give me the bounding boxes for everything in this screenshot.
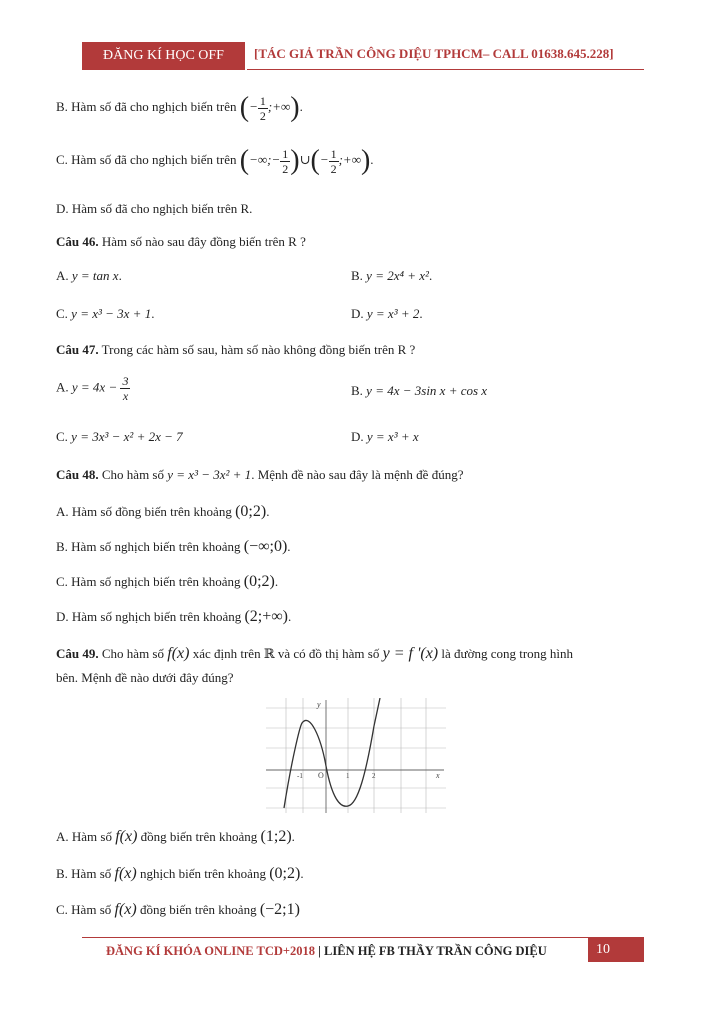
q48-option-c: C. Hàm số nghịch biến trên khoảng (0;2). (56, 573, 279, 590)
question-49: Câu 49. Cho hàm số f(x) xác định trên ℝ và có đồ thị hàm số y = f '(x) là đường cong trong hình (56, 645, 574, 662)
question-49-cont: bên. Mệnh đề nào dưới đây đúng? (56, 670, 234, 685)
q48-option-b: B. Hàm số nghịch biến trên khoảng (−∞;0). (56, 538, 291, 555)
header-badge: ĐĂNG KÍ HỌC OFF (82, 42, 245, 70)
q49-option-a: A. Hàm số f(x) đồng biến trên khoảng (1;2). (56, 828, 295, 845)
tick-label-1: 1 (346, 772, 350, 780)
header-title: [TÁC GIẢ TRẦN CÔNG DIỆU TPHCM– CALL 01638.645.228] (254, 46, 614, 61)
origin-label: O (318, 771, 324, 780)
q47-option-d: D. y = x³ + x (351, 429, 419, 444)
page-header (82, 42, 644, 70)
q46-option-d: D. y = x³ + 2. (351, 306, 423, 321)
page-number: 10 (588, 938, 644, 962)
q48-option-a: A. Hàm số đồng biến trên khoảng (0;2). (56, 503, 270, 520)
tick-label-neg1: -1 (297, 772, 303, 780)
q48-option-d: D. Hàm số nghịch biến trên khoảng (2;+∞). (56, 608, 292, 625)
curve-f-prime (284, 698, 380, 808)
q46-option-b: B. y = 2x⁴ + x². (351, 268, 433, 283)
question-48: Câu 48. Cho hàm số y = x³ − 3x² + 1. Mệnh đề nào sau đây là mệnh đề đúng? (56, 467, 464, 482)
q49-option-b: B. Hàm số f(x) nghịch biến trên khoảng (0;2). (56, 865, 304, 882)
option-d-prev: D. Hàm số đã cho nghịch biến trên R. (56, 201, 253, 216)
q46-option-c: C. y = x³ − 3x + 1. (56, 306, 155, 321)
option-b-prev: B. Hàm số đã cho nghịch biến trên (− $\frac{1}{2}$ ;+∞). (56, 92, 303, 123)
derivative-graph (266, 698, 456, 813)
page-footer: ĐĂNG KÍ KHÓA ONLINE TCD+2018 | LIÊN HỆ FB THẦY TRẦN CÔNG DIỆU (106, 944, 547, 958)
x-axis-label: x (436, 771, 440, 780)
tick-label-2: 2 (372, 772, 376, 780)
q49-option-c: C. Hàm số f(x) đồng biến trên khoảng (−2;1) (56, 901, 300, 918)
q47-option-b: B. y = 4x − 3sin x + cos x (351, 383, 488, 398)
y-axis-label: y (317, 700, 321, 709)
q47-option-c: C. y = 3x³ − x² + 2x − 7 (56, 429, 183, 444)
header-rule (247, 69, 644, 70)
footer-right: LIÊN HỆ FB THẦY TRẦN CÔNG DIỆU (324, 944, 547, 958)
question-46: Câu 46. Hàm số nào sau đây đồng biến trên R ? (56, 234, 306, 249)
q47-option-a: A. y = 4x − $\frac{3}{x}$ (56, 374, 129, 403)
question-47: Câu 47. Trong các hàm số sau, hàm số nào không đồng biến trên R ? (56, 342, 416, 357)
option-c-prev: C. Hàm số đã cho nghịch biến trên (−∞;− $\frac{1}{2}$ )∪(− $\frac{1}{2}$ ;+∞). (56, 145, 374, 176)
footer-rule (82, 937, 644, 938)
q46-option-a: A. y = tan x. (56, 268, 122, 283)
footer-left: ĐĂNG KÍ KHÓA ONLINE TCD+2018 (106, 944, 316, 958)
